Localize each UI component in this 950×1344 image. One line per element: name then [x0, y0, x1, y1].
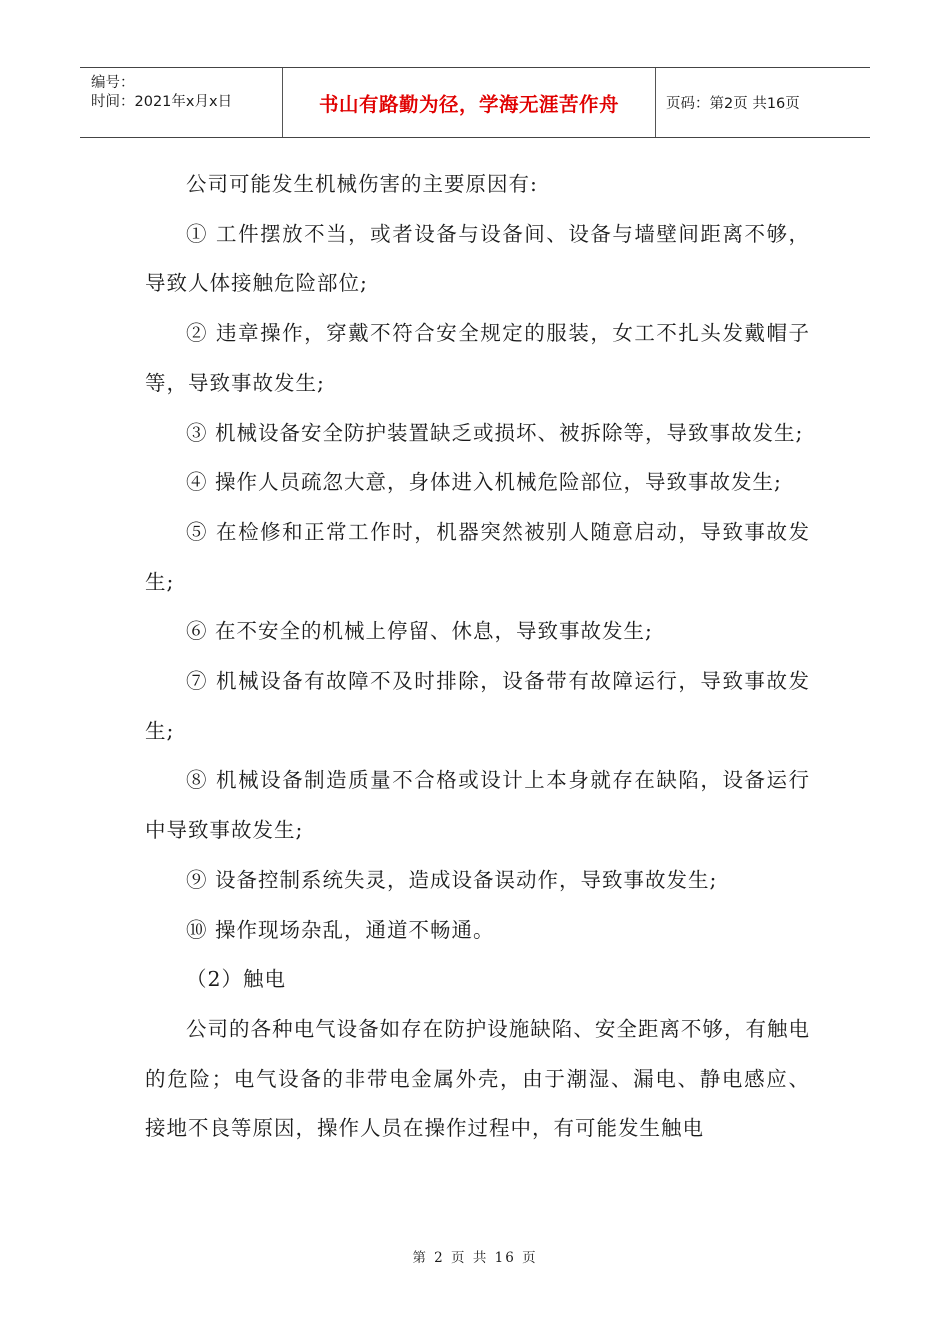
- date-line: 时间：2021年x月x日: [91, 94, 233, 110]
- list-item: ⑧ 机械设备制造质量不合格或设计上本身就存在缺陷，设备运行中导致事故发生;: [145, 768, 810, 843]
- page-header: [80, 67, 870, 138]
- list-item: ④ 操作人员疏忽大意，身体进入机械危险部位，导致事故发生;: [186, 470, 782, 495]
- list-item: ⑩ 操作现场杂乱，通道不畅通。: [186, 917, 495, 942]
- header-info-cell: [80, 68, 283, 137]
- list-item: ⑤ 在检修和正常工作时，机器突然被别人随意启动，导致事故发生;: [145, 519, 810, 594]
- list-item: ③ 机械设备安全防护装置缺乏或损坏、被拆除等，导致事故发生;: [186, 420, 804, 445]
- header-page-info: 页码：第2页 共16页: [666, 96, 800, 112]
- section-heading: （2）触电: [186, 967, 287, 992]
- list-item: ② 违章操作，穿戴不符合安全规定的服装，女工不扎头发戴帽子等，导致事故发生;: [145, 321, 810, 395]
- list-item: ⑨ 设备控制系统失灵，造成设备误动作，导致事故发生;: [186, 867, 718, 892]
- header-page-cell: [656, 68, 870, 137]
- header-motto-cell: [283, 68, 656, 137]
- paragraph: 公司可能发生机械伤害的主要原因有:: [186, 172, 538, 196]
- motto-text: 书山有路勤为径，学海无涯苦作舟: [318, 92, 619, 116]
- document-body: [145, 160, 810, 1154]
- paragraph: 公司的各种电气设备如存在防护设施缺陷、安全距离不够，有触电的危险；电气设备的非带电金属外壳，由于潮湿、漏电、静电感应、接地不良等原因，操作人员在操作过程中，有可能发生触电: [145, 1016, 810, 1141]
- list-item: ⑦ 机械设备有故障不及时排除，设备带有故障运行，导致事故发生;: [145, 669, 810, 743]
- page-footer: 第 2 页 共 16 页: [412, 1250, 538, 1266]
- list-item: ⑥ 在不安全的机械上停留、休息，导致事故发生;: [186, 619, 653, 644]
- list-item: ① 工件摆放不当，或者设备与设备间、设备与墙壁间距离不够，导致人体接触危险部位;: [145, 221, 810, 296]
- serial-number-label: 编号：: [91, 75, 135, 91]
